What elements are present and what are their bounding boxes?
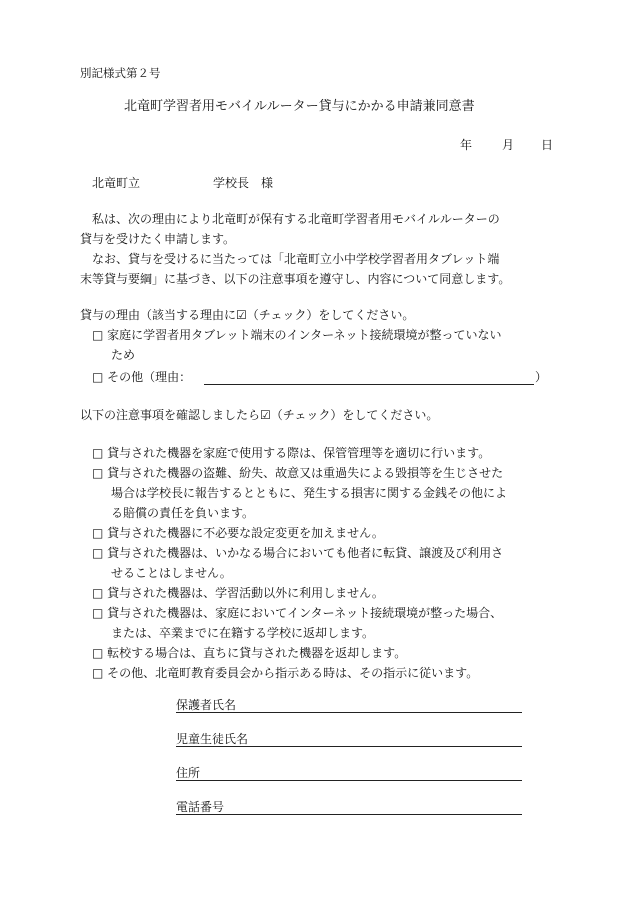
note-item[interactable]: □ 貸与された機器は、家庭においてインターネット接続環境が整った場合、: [92, 606, 503, 620]
student-name-field[interactable]: [176, 746, 522, 747]
reason-option-home-internet-cont: ため: [111, 348, 136, 362]
address-label: 住所: [176, 766, 201, 780]
body-paragraph-2-line-2: 末等貸与要綱」に基づき、以下の注意事項を遵守し、内容について同意します。: [80, 272, 511, 286]
guardian-name-field[interactable]: [176, 712, 522, 713]
phone-label: 電話番号: [176, 800, 225, 814]
reason-other-field[interactable]: [204, 384, 534, 385]
body-paragraph-1-line-1: 私は、次の理由により北竜町が保有する北竜町学習者用モバイルルーターの: [92, 212, 500, 226]
note-item[interactable]: □ 貸与された機器は、いかなる場合においても他者に転貸、譲渡及び利用さ: [92, 546, 504, 560]
phone-field[interactable]: [176, 814, 522, 815]
note-item[interactable]: □ 貸与された機器の盗難、紛失、故意又は重過失による毀損等を生じさせた: [92, 466, 504, 480]
school-prefix: 北竜町立: [92, 176, 141, 190]
reason-option-other-close: ）: [535, 370, 548, 384]
note-item-cont: 場合は学校長に報告するとともに、発生する損害に関する金銭その他によ: [111, 486, 508, 500]
date-year-label: 年: [460, 138, 473, 152]
guardian-name-label: 保護者氏名: [176, 698, 237, 712]
reason-heading: 貸与の理由（該当する理由に☑（チェック）をしてください。: [80, 308, 415, 322]
principal-label: 学校長 様: [213, 176, 274, 190]
note-item[interactable]: □ 転校する場合は、直ちに貸与された機器を返却します。: [92, 646, 407, 660]
document-title: 北竜町学習者用モバイルルーター貸与にかかる申請兼同意書: [124, 99, 475, 114]
note-item-cont: る賠償の責任を負います。: [111, 506, 255, 520]
body-paragraph-1-line-2: 貸与を受けたく申請します。: [80, 232, 236, 246]
note-item[interactable]: □ その他、北竜町教育委員会から指示ある時は、その指示に従います。: [92, 666, 479, 680]
student-name-label: 児童生徒氏名: [176, 732, 249, 746]
note-item-cont: せることはしません。: [111, 566, 232, 580]
date-month-label: 月: [502, 138, 515, 152]
note-item[interactable]: □ 貸与された機器に不必要な設定変更を加えません。: [92, 526, 384, 540]
notes-heading: 以下の注意事項を確認しましたら☑（チェック）をしてください。: [80, 408, 439, 422]
form-number: 別記様式第２号: [80, 66, 161, 80]
address-field[interactable]: [176, 780, 522, 781]
date-day-label: 日: [541, 138, 554, 152]
reason-option-other[interactable]: □ その他（理由：: [92, 370, 192, 384]
note-item[interactable]: □ 貸与された機器は、学習活動以外に利用しません。: [92, 586, 384, 600]
note-item-cont: または、卒業までに在籍する学校に返却します。: [111, 626, 375, 640]
body-paragraph-2-line-1: なお、貸与を受けるに当たっては「北竜町立小中学校学習者用タブレット端: [92, 252, 500, 266]
note-item[interactable]: □ 貸与された機器を家庭で使用する際は、保管管理等を適切に行います。: [92, 446, 491, 460]
reason-option-home-internet[interactable]: □ 家庭に学習者用タブレット端末のインターネット接続環境が整っていない: [92, 328, 502, 342]
